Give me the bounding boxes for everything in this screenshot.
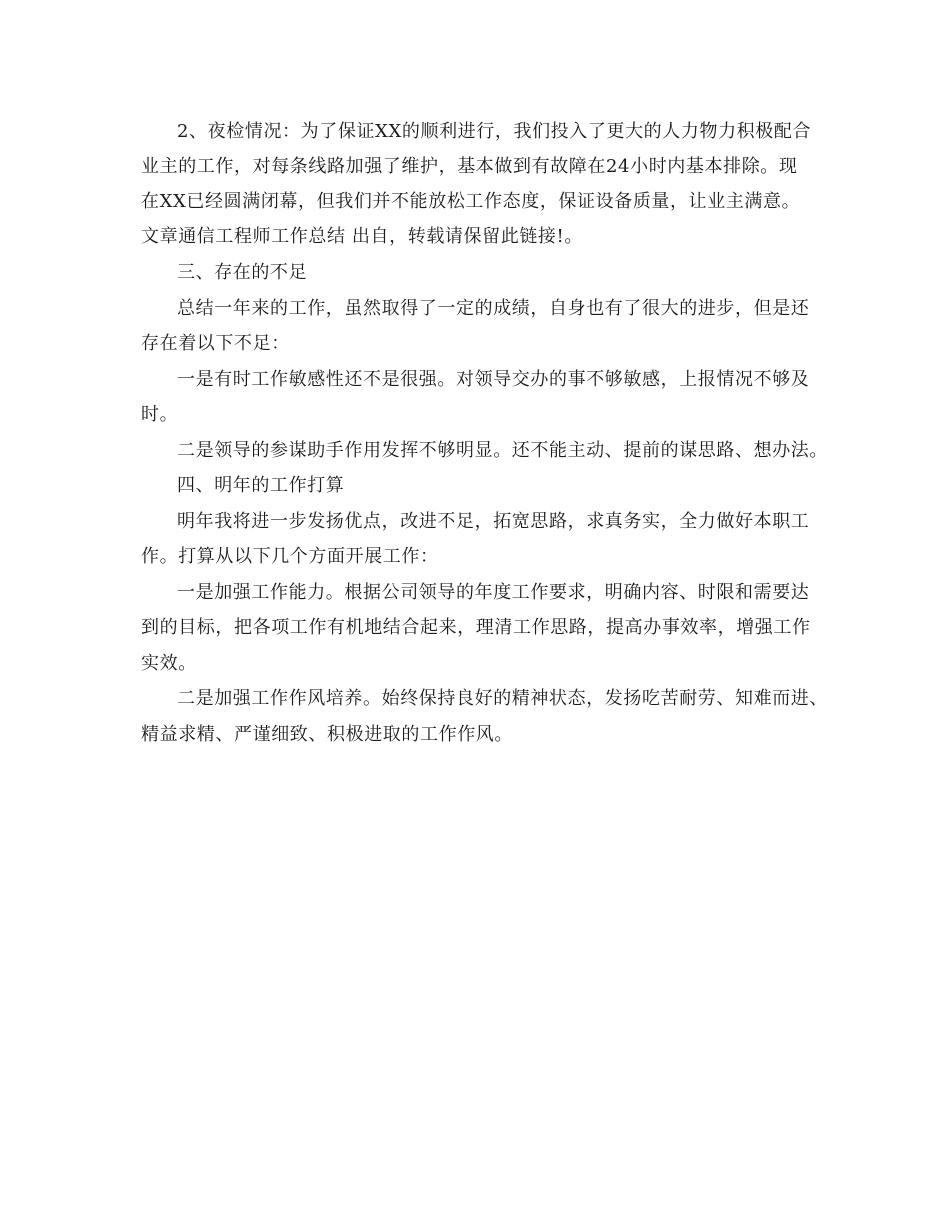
paragraph-summary-line-1: 总结一年来的工作，虽然取得了一定的成绩，自身也有了很大的进步，但是还	[177, 298, 810, 319]
paragraph-plan-1-line-2: 到的目标，把各项工作有机地结合起来，理清工作思路，提高办事效率，增强工作	[141, 617, 811, 638]
section-heading-shortcomings: 三、存在的不足	[177, 262, 308, 283]
paragraph-shortcoming-1-line-2: 时。	[141, 404, 179, 425]
paragraph-shortcoming-2: 二是领导的参谋助手作用发挥不够明显。还不能主动、提前的谋思路、想办法。	[177, 440, 828, 461]
paragraph-plan-intro-line-1: 明年我将进一步发扬优点，改进不足，拓宽思路，求真务实，全力做好本职工	[177, 511, 810, 532]
paragraph-plan-2-line-2: 精益求精、严谨细致、积极进取的工作作风。	[141, 724, 513, 745]
paragraph-shortcoming-1-line-1: 一是有时工作敏感性还不是很强。对领导交办的事不够敏感，上报情况不够及	[177, 369, 810, 390]
section-heading-next-year-plan: 四、明年的工作打算	[177, 475, 345, 496]
paragraph-plan-1-line-1: 一是加强工作能力。根据公司领导的年度工作要求，明确内容、时限和需要达	[177, 582, 810, 603]
paragraph-night-inspection-line-3: 在XX已经圆满闭幕，但我们并不能放松工作态度，保证设备质量，让业主满意。	[141, 191, 801, 212]
paragraph-plan-2-line-1: 二是加强工作作风培养。始终保持良好的精神状态，发扬吃苦耐劳、知难而进、	[177, 688, 828, 709]
paragraph-plan-intro-line-2: 作。打算从以下几个方面开展工作：	[141, 546, 439, 567]
paragraph-night-inspection-line-2: 业主的工作，对每条线路加强了维护，基本做到有故障在24小时内基本排除。现	[141, 156, 798, 177]
source-note-line: 文章通信工程师工作总结 出自，转载请保留此链接!。	[141, 226, 583, 247]
paragraph-summary-line-2: 存在着以下不足：	[141, 333, 290, 354]
paragraph-night-inspection-line-1: 2、夜检情况：为了保证XX的顺利进行，我们投入了更大的人力物力积极配合	[177, 121, 812, 142]
paragraph-plan-1-line-3: 实效。	[141, 653, 197, 674]
